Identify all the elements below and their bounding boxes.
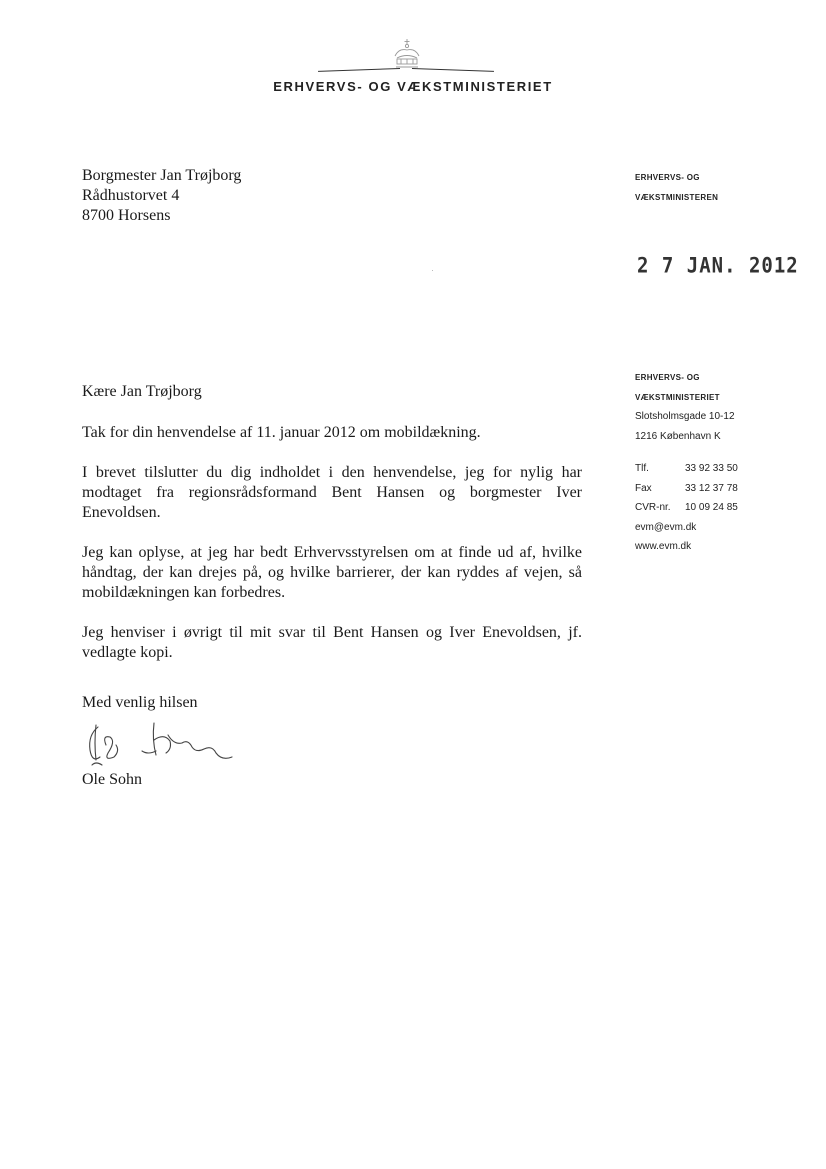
contact-cvr-row: [635, 498, 738, 518]
contact-org-line-2: VÆKSTMINISTERIET: [635, 392, 720, 402]
sender-line-1: ERHVERVS- OG: [635, 173, 700, 182]
letterhead: [0, 30, 826, 100]
salutation: Kære Jan Trøjborg: [82, 383, 202, 400]
recipient-city: 8700 Horsens: [82, 207, 171, 224]
phone-value: 33 92 33 50: [685, 463, 738, 474]
fax-value: 33 12 37 78: [685, 482, 738, 494]
contact-fax-row: [635, 479, 738, 499]
paragraph-1: Tak for din henvendelse af 11. januar 2012 om mobildækning.: [82, 424, 481, 441]
ministry-title: ERHVERVS- OG VÆKSTMINISTERIET: [273, 79, 553, 94]
recipient-street: Rådhustorvet 4: [82, 187, 180, 204]
paragraph-3: Jeg kan oplyse, at jeg har bedt Erhvervsstyrelsen om at finde ud af, hvilke håndtag, der kan drejes på, og hvilke barrierer, der kan ryddes af vejen, så mobildækningen kan forbedres.: [82, 544, 582, 601]
contact-phone-row: [635, 459, 738, 479]
cvr-label: CVR-nr.: [635, 502, 671, 513]
sender-line-2: VÆKSTMINISTEREN: [635, 193, 719, 202]
scan-speck: [432, 270, 433, 271]
sender-block: [635, 168, 718, 208]
contact-address-1: Slotsholmsgade 10-12: [635, 411, 735, 422]
paragraph-2: I brevet tilslutter du dig indholdet i den henvendelse, jeg for nylig har modtaget fra regionsrådsformand Bent Hansen og borgmester Iver Enevoldsen.: [82, 464, 582, 521]
crown-icon: [389, 38, 425, 72]
contact-org-line-1: ERHVERVS- OG: [635, 373, 700, 382]
paragraph-4: Jeg henviser i øvrigt til mit svar til Bent Hansen og Iver Enevoldsen, jf. vedlagte kopi.: [82, 624, 582, 661]
contact-address-2: 1216 København K: [635, 430, 721, 442]
closing: Med venlig hilsen: [82, 694, 198, 711]
signer-name: Ole Sohn: [82, 771, 142, 788]
fax-label: Fax: [635, 482, 652, 494]
phone-label: Tlf.: [635, 463, 649, 474]
letterhead-rule-left: [318, 68, 400, 72]
cvr-value: 10 09 24 85: [685, 502, 738, 513]
date-stamp: 2 7 JAN. 2012: [637, 253, 799, 279]
contact-block: [635, 368, 738, 557]
recipient-address: [82, 166, 241, 226]
contact-web: www.evm.dk: [635, 541, 692, 552]
letter-body: [82, 382, 582, 683]
contact-email: evm@evm.dk: [635, 521, 697, 533]
recipient-name: Borgmester Jan Trøjborg: [82, 167, 242, 184]
signature-image: [82, 705, 242, 780]
